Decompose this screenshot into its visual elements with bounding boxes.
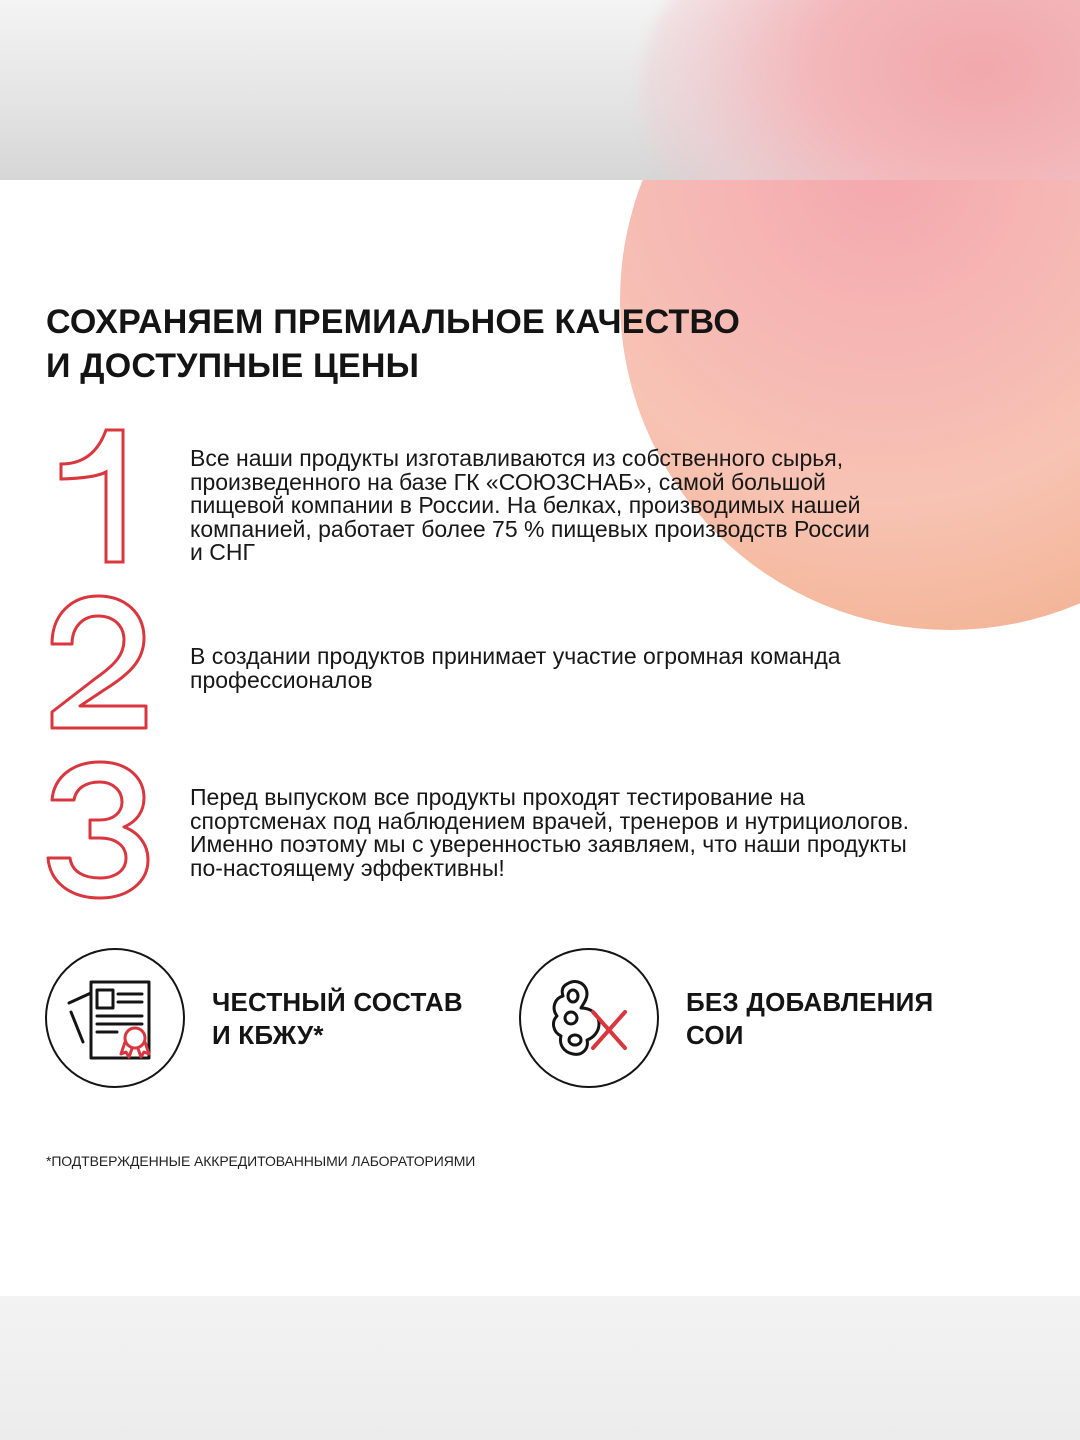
point-3-line: Именно поэтому мы с уверенностью заявляем, что наши продукты — [190, 831, 907, 857]
point-1-line: произведенного на базе ГК «СОЮЗСНАБ», самой большой — [190, 468, 826, 495]
numeral-2-outline — [44, 594, 156, 734]
top-pink-glow — [640, 0, 1080, 180]
certificate-document-icon — [47, 950, 187, 1090]
point-2-line: В создании продуктов принимает участие огромная команда — [190, 643, 841, 669]
feature-icon-circle — [45, 948, 185, 1088]
footnote: *ПОДТВЕРЖДЕННЫЕ АККРЕДИТОВАННЫМИ ЛАБОРАТОРИЯМИ — [46, 1153, 476, 1169]
feature-no-soy — [686, 986, 933, 1052]
feature-label-line-2: И КБЖУ* — [212, 1020, 324, 1050]
numeral-1-outline — [44, 428, 156, 568]
page-title-line-2: И ДОСТУПНЫЕ ЦЕНЫ — [46, 347, 420, 385]
feature-honest-composition — [212, 986, 463, 1052]
page-title-line-1: СОХРАНЯЕМ ПРЕМИАЛЬНОЕ КАЧЕСТВО — [46, 303, 741, 341]
point-1-line: пищевой компании в России. На белках, производимых нашей — [190, 492, 861, 518]
point-1-text — [190, 447, 990, 565]
feature-label-line-1: ЧЕСТНЫЙ СОСТАВ — [212, 987, 463, 1017]
numeral-3-outline — [44, 760, 156, 900]
page-title — [46, 300, 946, 388]
no-soy-icon — [521, 950, 661, 1090]
feature-label-line-1: БЕЗ ДОБАВЛЕНИЯ — [686, 987, 934, 1017]
feature-label-line-2: СОИ — [686, 1020, 744, 1050]
point-1-line: и СНГ — [190, 539, 255, 565]
bottom-gray-band — [0, 1296, 1080, 1440]
point-3-line: спортсменах под наблюдением врачей, тренеров и нутрициологов. — [190, 807, 910, 834]
point-1-line: компанией, работает более 75 % пищевых производств России — [190, 515, 870, 542]
point-3-line: Перед выпуском все продукты проходят тестирование на — [190, 784, 805, 810]
gradient-circle-decoration — [620, 180, 1080, 635]
point-3-text — [190, 786, 990, 880]
point-2-text — [190, 645, 990, 692]
point-2-line: профессионалов — [190, 666, 373, 693]
point-1-line: Все наши продукты изготавливаются из собственного сырья, — [190, 445, 844, 471]
feature-icon-circle — [519, 948, 659, 1088]
point-3-line: по-настоящему эффективны! — [190, 854, 505, 881]
top-gradient-band — [0, 0, 1080, 180]
